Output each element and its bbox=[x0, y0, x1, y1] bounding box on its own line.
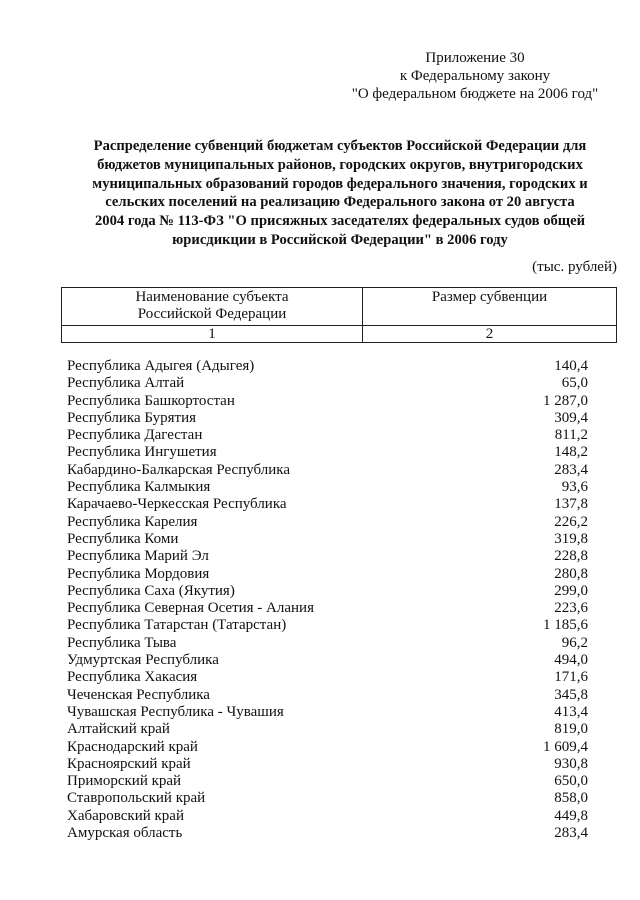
table-row bbox=[67, 739, 588, 756]
subject-name: Амурская область bbox=[67, 825, 183, 842]
table-row bbox=[67, 721, 588, 738]
subvention-amount: 1 185,6 bbox=[543, 617, 588, 634]
table-row bbox=[67, 358, 588, 375]
table-row bbox=[67, 393, 588, 410]
appendix-law-title: "О федеральном бюджете на 2006 год" bbox=[351, 86, 599, 102]
subject-name: Республика Саха (Якутия) bbox=[67, 582, 235, 599]
table-header bbox=[61, 287, 617, 343]
table-row bbox=[67, 617, 588, 634]
subvention-amount: 930,8 bbox=[554, 755, 588, 772]
table-row bbox=[67, 566, 588, 583]
column-header-subject-line1: Наименование субъекта bbox=[135, 289, 289, 305]
subvention-amount: 345,8 bbox=[554, 686, 588, 703]
subvention-amount: 226,2 bbox=[554, 513, 588, 530]
subvention-amount: 309,4 bbox=[554, 409, 588, 426]
subvention-amount: 96,2 bbox=[561, 634, 588, 651]
subvention-amount: 819,0 bbox=[554, 721, 588, 738]
column-number-2: 2 bbox=[363, 326, 617, 343]
subject-name: Республика Коми bbox=[67, 530, 179, 547]
table-row bbox=[67, 583, 588, 600]
subvention-amount: 494,0 bbox=[554, 652, 588, 669]
subject-name: Республика Марий Эл bbox=[67, 548, 209, 565]
subject-name: Республика Хакасия bbox=[67, 669, 198, 686]
appendix-reference bbox=[330, 49, 620, 103]
subject-name: Республика Калмыкия bbox=[67, 479, 211, 496]
appendix-law-ref: к Федеральному закону bbox=[399, 68, 551, 84]
subvention-amount: 858,0 bbox=[554, 790, 588, 807]
subvention-amount: 650,0 bbox=[554, 773, 588, 790]
subject-name: Республика Башкортостан bbox=[67, 392, 235, 409]
subject-name: Республика Дагестан bbox=[67, 427, 203, 444]
subvention-amount: 1 287,0 bbox=[543, 392, 588, 409]
column-header-amount: Размер субвенции bbox=[363, 288, 617, 326]
appendix-number: Приложение 30 bbox=[425, 50, 525, 66]
title-line: бюджетов муниципальных районов, городских округов, внутригородских bbox=[97, 156, 583, 173]
subject-name: Ставропольский край bbox=[67, 790, 206, 807]
subvention-amount: 449,8 bbox=[554, 807, 588, 824]
table-row bbox=[67, 687, 588, 704]
subvention-amount: 280,8 bbox=[554, 565, 588, 582]
subject-name: Республика Ингушетия bbox=[67, 444, 217, 461]
subvention-amount: 413,4 bbox=[554, 703, 588, 720]
table-row bbox=[67, 531, 588, 548]
table-row bbox=[67, 514, 588, 531]
table-row bbox=[67, 496, 588, 513]
subvention-amount: 283,4 bbox=[554, 825, 588, 842]
column-number-1: 1 bbox=[62, 326, 363, 343]
units-label: (тыс. рублей) bbox=[532, 259, 617, 275]
table-row bbox=[67, 756, 588, 773]
table-row bbox=[67, 790, 588, 807]
subject-name: Республика Северная Осетия - Алания bbox=[67, 600, 314, 617]
subvention-amount: 319,8 bbox=[554, 530, 588, 547]
subject-name: Республика Карелия bbox=[67, 513, 198, 530]
subject-name: Кабардино-Балкарская Республика bbox=[67, 461, 291, 478]
subject-name: Удмуртская Республика bbox=[67, 652, 219, 669]
subvention-amount: 93,6 bbox=[561, 479, 588, 496]
subvention-amount: 299,0 bbox=[554, 582, 588, 599]
table-row bbox=[67, 375, 588, 392]
title-line: сельских поселений на реализацию Федерального закона от 20 августа bbox=[105, 194, 575, 211]
subvention-amount: 140,4 bbox=[554, 358, 588, 374]
column-header-subject-line2: Российской Федерации bbox=[137, 306, 287, 322]
subject-name: Приморский край bbox=[67, 773, 182, 790]
table-row bbox=[67, 600, 588, 617]
subject-name: Республика Бурятия bbox=[67, 409, 197, 426]
subject-name: Республика Алтай bbox=[67, 375, 185, 392]
title-line: юрисдикции в Российской Федерации" в 2006 году bbox=[172, 231, 508, 248]
subvention-amount: 137,8 bbox=[554, 496, 588, 513]
subject-name: Чувашская Республика - Чувашия bbox=[67, 703, 284, 720]
subject-name: Республика Мордовия bbox=[67, 565, 210, 582]
table-row bbox=[67, 427, 588, 444]
table-body bbox=[67, 358, 588, 842]
subvention-amount: 148,2 bbox=[554, 444, 588, 461]
table-row bbox=[67, 825, 588, 842]
table-row bbox=[67, 444, 588, 461]
subvention-amount: 171,6 bbox=[554, 669, 588, 686]
subject-name: Хабаровский край bbox=[67, 807, 184, 824]
table-row bbox=[67, 479, 588, 496]
column-header-subject bbox=[62, 288, 363, 326]
subvention-amount: 228,8 bbox=[554, 548, 588, 565]
table-row bbox=[67, 462, 588, 479]
document-title bbox=[62, 137, 618, 250]
table-row bbox=[67, 808, 588, 825]
table-row bbox=[67, 773, 588, 790]
table-row bbox=[67, 652, 588, 669]
subvention-amount: 283,4 bbox=[554, 461, 588, 478]
subvention-amount: 811,2 bbox=[554, 427, 588, 444]
table-row bbox=[67, 548, 588, 565]
subject-name: Красноярский край bbox=[67, 755, 191, 772]
subject-name: Республика Тыва bbox=[67, 634, 177, 651]
subject-name: Карачаево-Черкесская Республика bbox=[67, 496, 287, 513]
subject-name: Краснодарский край bbox=[67, 738, 198, 755]
table-row bbox=[67, 704, 588, 721]
table-row bbox=[67, 635, 588, 652]
subvention-amount: 223,6 bbox=[554, 600, 588, 617]
subvention-amount: 65,0 bbox=[561, 375, 588, 392]
subvention-amount: 1 609,4 bbox=[543, 738, 588, 755]
table-row bbox=[67, 410, 588, 427]
title-line: муниципальных образований городов федерального значения, городских и bbox=[92, 175, 588, 192]
table-row bbox=[67, 669, 588, 686]
subject-name: Республика Адыгея (Адыгея) bbox=[67, 358, 255, 374]
title-line: Распределение субвенций бюджетам субъектов Российской Федерации для bbox=[93, 138, 587, 154]
subject-name: Республика Татарстан (Татарстан) bbox=[67, 617, 287, 634]
subject-name: Алтайский край bbox=[67, 721, 170, 738]
subject-name: Чеченская Республика bbox=[67, 686, 210, 703]
title-line: 2004 года № 113-ФЗ "О присяжных заседателях федеральных судов общей bbox=[94, 213, 585, 230]
